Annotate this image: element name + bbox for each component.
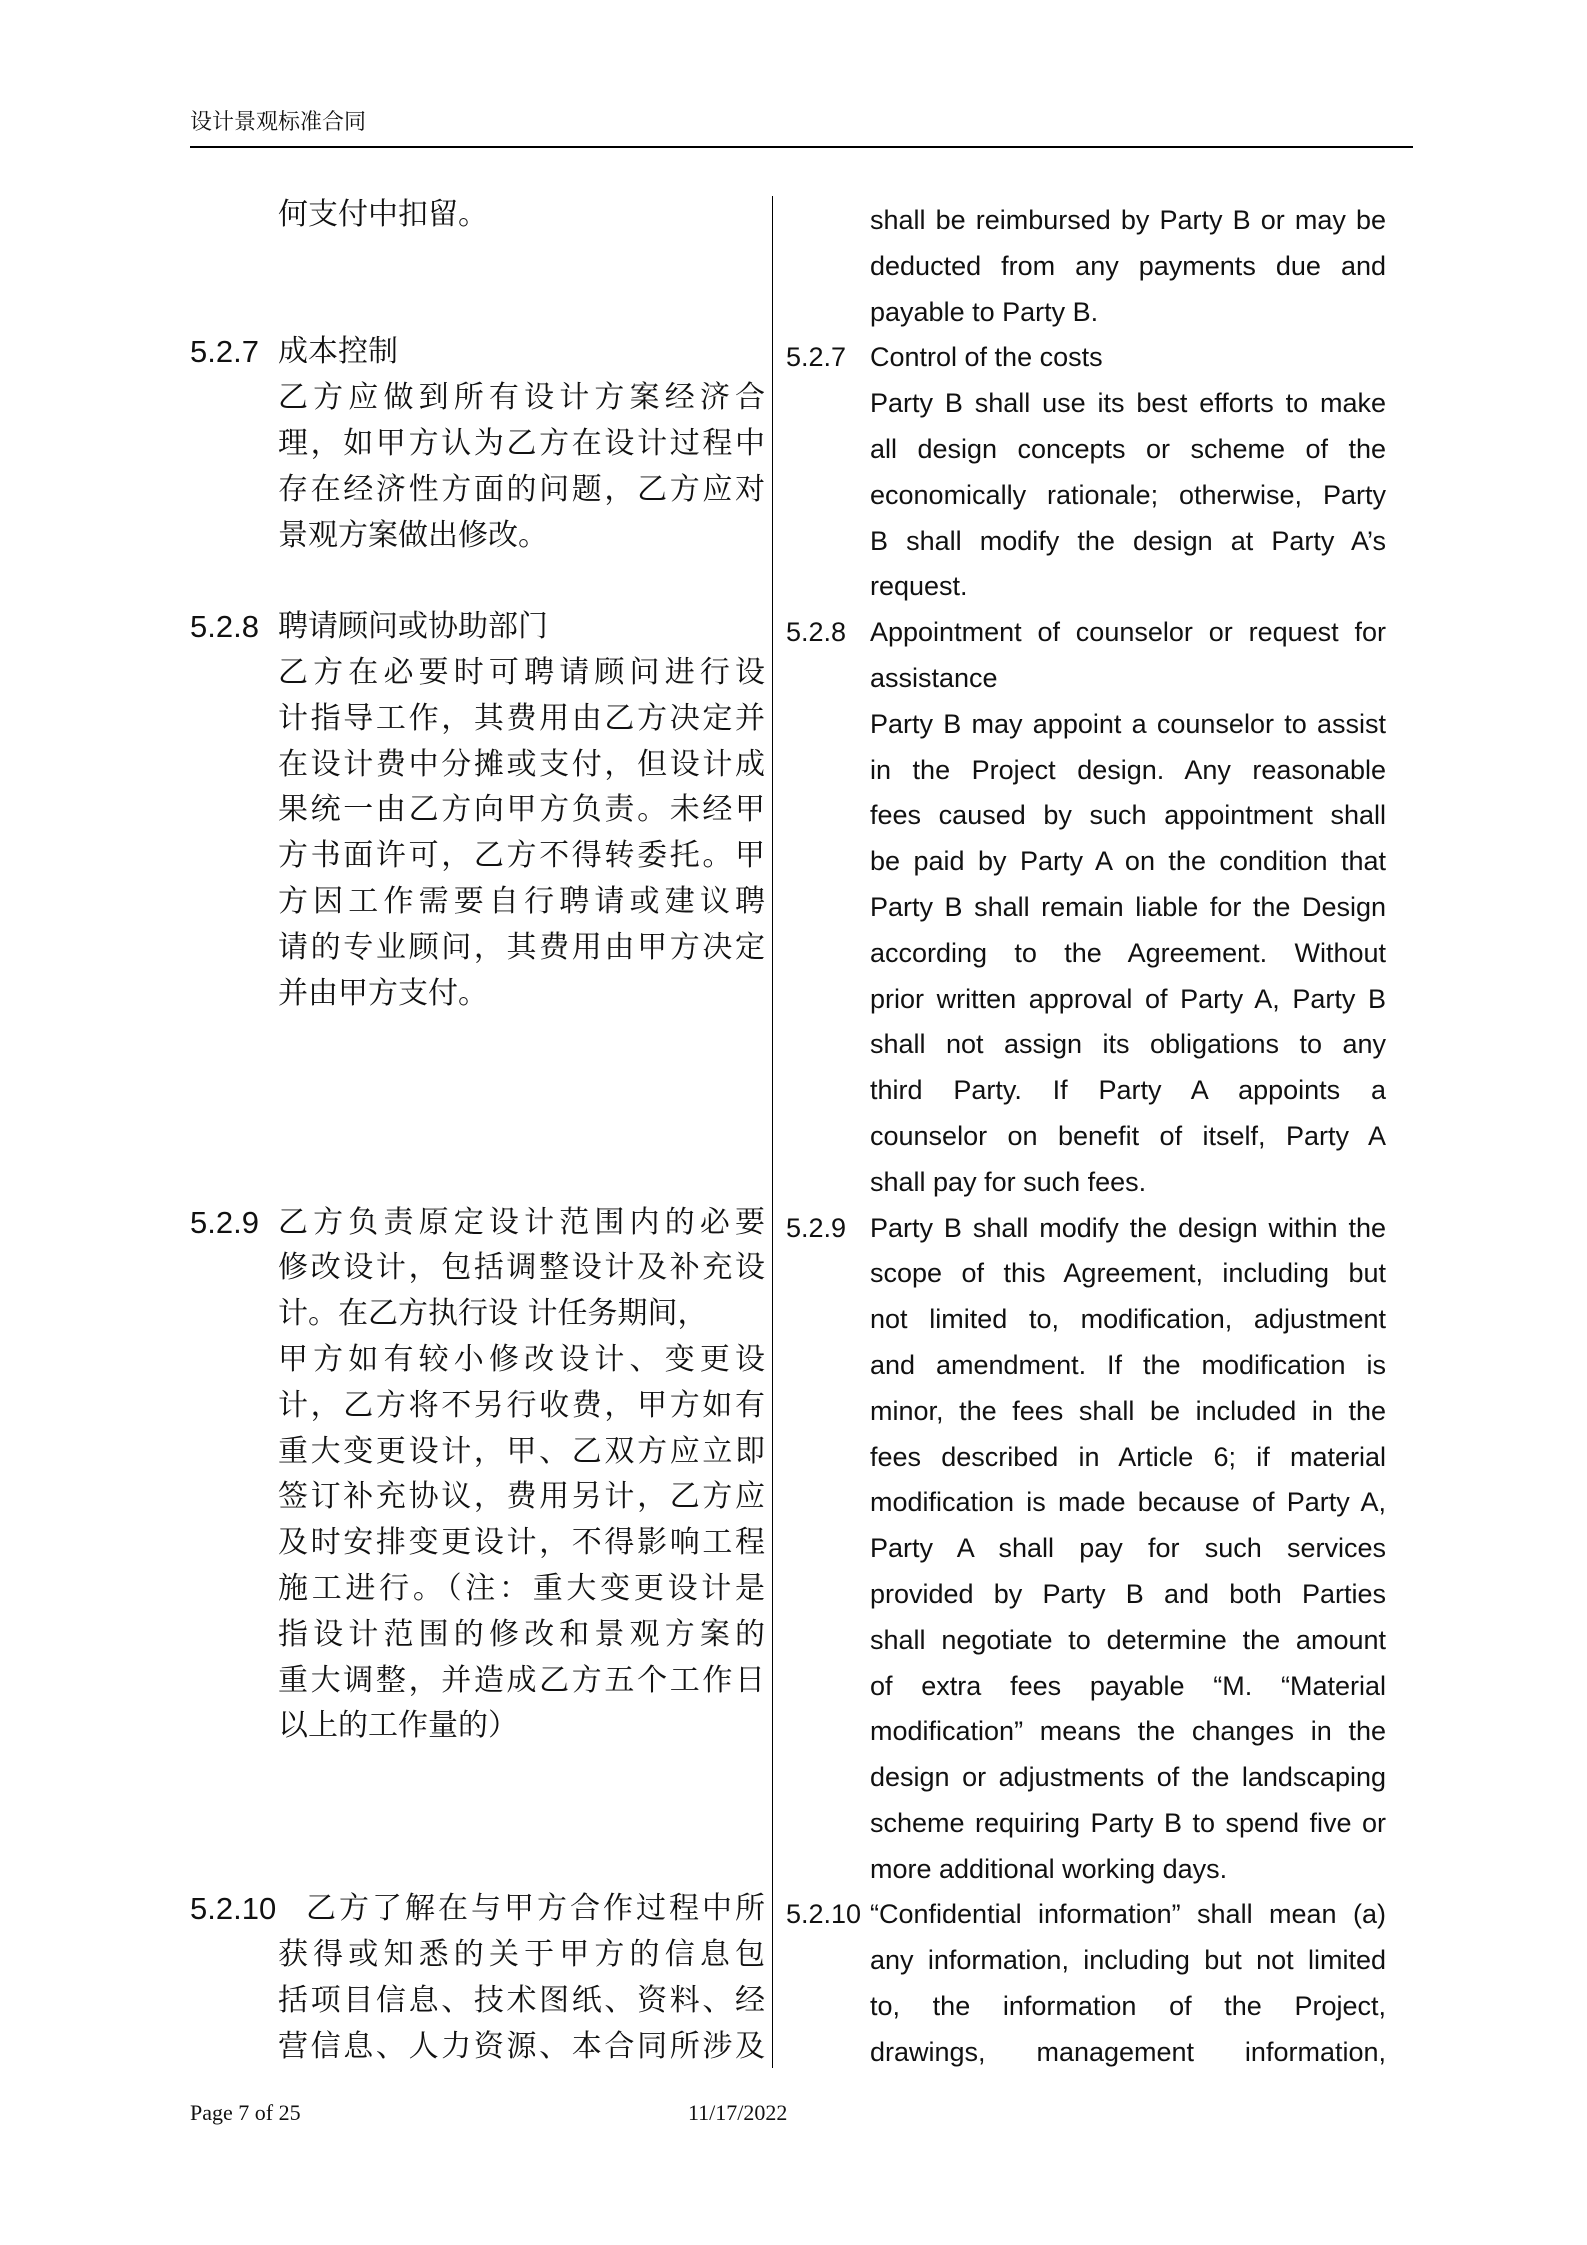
zh-section-5-2-9: [190, 1200, 765, 1750]
zh-line: 计指导工作，其费用由乙方决定并: [278, 700, 765, 736]
zh-continuation: [190, 192, 765, 238]
zh-line: 签订补充协议，费用另计，乙方应: [278, 1479, 765, 1515]
en-line: B shall modify the design at Party A’s: [870, 525, 1386, 556]
section-number: 5.2.9: [190, 1204, 259, 1240]
en-line: not limited to, modification, adjustment: [870, 1304, 1386, 1335]
zh-line: 何支付中扣留。: [278, 197, 488, 232]
en-line: of extra fees payable “M. “Material: [870, 1670, 1386, 1701]
en-line: Party B shall use its best efforts to make: [870, 388, 1386, 419]
zh-line: 景观方案做出修改。: [278, 517, 548, 553]
en-line: shall be reimbursed by Party B or may be: [870, 205, 1386, 235]
zh-line: 存在经济性方面的问题，乙方应对: [278, 471, 765, 507]
en-line: in the Project design. Any reasonable: [870, 754, 1386, 785]
zh-line: 施工进行。（注：重大变更设计是: [278, 1570, 765, 1606]
zh-line: 以上的工作量的）: [278, 1708, 518, 1744]
en-line: and amendment. If the modification is: [870, 1349, 1386, 1380]
column-divider: [772, 196, 773, 2068]
zh-line: 方书面许可，乙方不得转委托。甲: [278, 838, 765, 874]
en-section-5-2-9: [786, 1206, 1386, 1893]
section-number: 5.2.9: [786, 1212, 847, 1243]
en-line: design or adjustments of the landscaping: [870, 1762, 1386, 1793]
en-section-5-2-8: [786, 610, 1386, 1205]
en-line: fees described in Article 6; if material: [870, 1441, 1386, 1472]
en-line: provided by Party B and both Parties: [870, 1578, 1386, 1609]
en-line: modification is made because of Party A,: [870, 1487, 1386, 1518]
zh-line: 理，如甲方认为乙方在设计过程中: [278, 425, 765, 461]
english-column: [786, 198, 1386, 2076]
en-line: Party B shall remain liable for the Design: [870, 891, 1386, 922]
zh-line: 营信息、人力资源、本合同所涉及: [278, 2028, 765, 2064]
en-line: payable to Party B.: [870, 296, 1099, 327]
en-line: be paid by Party A on the condition that: [870, 846, 1386, 877]
zh-line: 乙方应做到所有设计方案经济合: [278, 380, 765, 416]
en-line: fees caused by such appointment shall: [870, 800, 1386, 831]
zh-line: 乙方在必要时可聘请顾问进行设: [278, 654, 765, 690]
zh-line: 并由甲方支付。: [278, 975, 488, 1011]
en-line: minor, the fees shall be included in the: [870, 1395, 1386, 1426]
zh-section-5-2-7: [190, 329, 765, 558]
en-line: shall pay for such fees.: [870, 1166, 1147, 1197]
zh-line: 括项目信息、技术图纸、资料、经: [278, 1983, 765, 2019]
zh-line: 获得或知悉的关于甲方的信息包: [278, 1937, 765, 1973]
en-line: third Party. If Party A appoints a: [870, 1075, 1386, 1106]
en-line: counselor on benefit of itself, Party A: [870, 1120, 1386, 1151]
section-heading: 成本控制: [278, 334, 398, 370]
en-line: according to the Agreement. Without: [870, 937, 1386, 968]
zh-line: 计。在乙方执行设 计任务期间，: [278, 1296, 708, 1332]
section-number: 5.2.7: [786, 342, 847, 373]
header-title: 设计景观标准合同: [190, 110, 367, 135]
zh-line: 指设计范围的修改和景观方案的: [278, 1616, 765, 1652]
en-line: request.: [870, 571, 968, 602]
section-number: 5.2.8: [190, 609, 259, 645]
en-line: all design concepts or scheme of the: [870, 433, 1386, 464]
en-line: deducted from any payments due and: [870, 250, 1386, 281]
en-continuation: [786, 198, 1386, 335]
zh-line: 乙方了解在与甲方合作过程中所: [306, 1891, 765, 1927]
en-line: scope of this Agreement, including but: [870, 1258, 1386, 1289]
en-line: drawings, management information,: [870, 2036, 1386, 2067]
section-number: 5.2.8: [786, 617, 847, 648]
zh-line: 请的专业顾问，其费用由甲方决定: [278, 929, 765, 965]
page-number: Page 7 of 25: [190, 2100, 301, 2125]
zh-line: 修改设计，包括调整设计及补充设: [278, 1250, 765, 1286]
zh-section-5-2-8: [190, 604, 765, 1016]
section-heading: Control of the costs: [870, 342, 1103, 373]
en-line: more additional working days.: [870, 1853, 1228, 1884]
document-header: [190, 108, 1413, 148]
en-line: shall not assign its obligations to any: [870, 1029, 1386, 1060]
section-heading: Appointment of counselor or request for: [870, 617, 1386, 648]
zh-line: 方因工作需要自行聘请或建议聘: [278, 883, 765, 919]
zh-line: 及时安排变更设计，不得影响工程: [278, 1525, 765, 1561]
en-line: Party B may appoint a counselor to assist: [870, 708, 1386, 739]
zh-line: 甲方如有较小修改设计、变更设: [278, 1341, 765, 1377]
chinese-column: [190, 192, 765, 2070]
en-line: any information, including but not limited: [870, 1945, 1386, 1976]
document-date: 11/17/2022: [688, 2100, 788, 2125]
section-heading: 聘请顾问或协助部门: [278, 609, 548, 645]
section-number: 5.2.10: [786, 1899, 862, 1930]
en-section-5-2-7: [786, 335, 1386, 610]
section-heading: assistance: [870, 662, 998, 693]
section-number: 5.2.10: [190, 1891, 277, 1927]
zh-line: 重大变更设计，甲、乙双方应立即: [278, 1433, 765, 1469]
en-line: to, the information of the Project,: [870, 1991, 1386, 2022]
zh-line: 在设计费中分摊或支付，但设计成: [278, 746, 765, 782]
zh-line: 重大调整，并造成乙方五个工作日: [278, 1662, 765, 1698]
en-line: scheme requiring Party B to spend five or: [870, 1807, 1386, 1838]
section-number: 5.2.7: [190, 334, 259, 370]
en-line: Party A shall pay for such services: [870, 1533, 1386, 1564]
en-line: shall negotiate to determine the amount: [870, 1624, 1386, 1655]
zh-line: 果统一由乙方向甲方负责。未经甲: [278, 792, 765, 828]
en-line: “Confidential information” shall mean (a): [870, 1899, 1386, 1930]
en-line: Party B shall modify the design within the: [870, 1212, 1386, 1243]
en-line: modification” means the changes in the: [870, 1716, 1386, 1747]
en-section-5-2-10: [786, 1892, 1386, 2075]
en-line: economically rationale; otherwise, Party: [870, 479, 1386, 510]
zh-section-5-2-10: [190, 1886, 765, 1932]
zh-line: 计，乙方将不另行收费，甲方如有: [278, 1387, 765, 1423]
zh-line: 乙方负责原定设计范围内的必要: [278, 1204, 765, 1240]
en-line: prior written approval of Party A, Party B: [870, 983, 1386, 1014]
